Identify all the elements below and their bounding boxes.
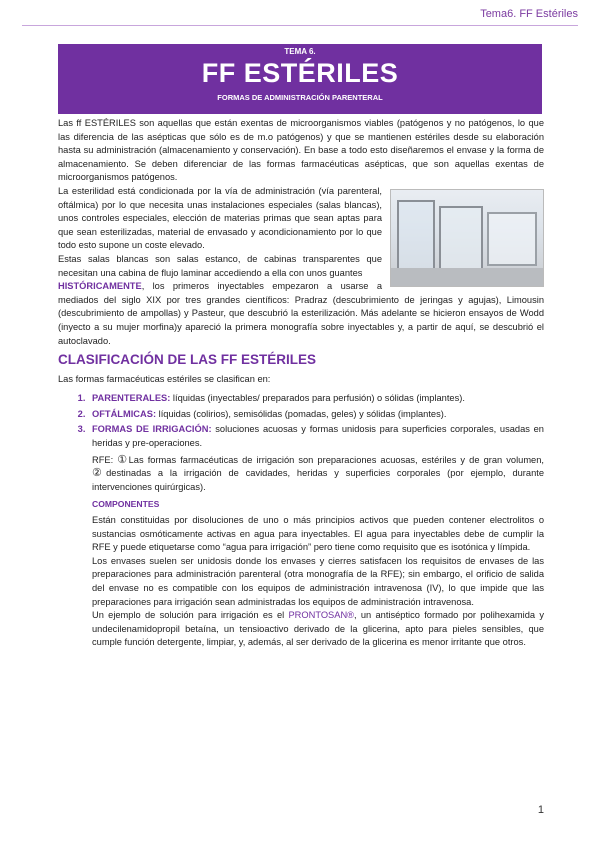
- header-divider: [22, 25, 578, 26]
- intro-paragraph-3: Estas salas blancas son salas estanco, de cabinas transparentes que necesitan una cabina de flujo laminar accediendo a ella con unos guantes: [58, 253, 382, 278]
- rfe-label: RFE:: [92, 454, 118, 465]
- running-header: Tema6. FF Estériles: [480, 8, 578, 20]
- rfe-text-2: destinadas a la irrigación de cavidades, heridas y superficies corporales (por ejemplo, durante intervenciones quirúrgicas).: [92, 468, 544, 492]
- page-title: FF ESTÉRILES: [201, 58, 399, 88]
- clean-room-photo: [390, 189, 544, 287]
- historic-text: , los primeros inyectables empezaron a usarse a mediados del siglo XIX por tres grandes científicos: Pradraz (descubrimiento de jeringas y agujas), Limousin (descubrimiento de ampollas) y Pasteur, que descubrió la esterilización. Más adelante se hicieron ensayos de Wodd (inyecto a su mujer morfina)y apareció la primera monografía sobre inyectables y, a partir de aquí, se descubrió el autoclavado.: [58, 281, 544, 346]
- classification-lead: Las formas farmacéuticas estériles se clasifican en:: [58, 373, 271, 384]
- item-title: OFTÁLMICAS:: [92, 408, 157, 419]
- historic-label: HISTÓRICAMENTE: [58, 281, 142, 292]
- item-text: líquidas (inyectables/ preparados para perfusión) o sólidas (implantes).: [170, 393, 465, 404]
- historic-paragraph: [58, 280, 544, 348]
- example-text-b: , un antiséptico formado por polihexamida y undecilenamidopropil betaína, un tensioactivo derivado de la glicerina, apto para pieles sensibles, que cumple función detergente, limpiar, y, además, al ser derivado de la glicerina es menor irritante que otros.: [92, 610, 545, 648]
- item-title: FORMAS DE IRRIGACIÓN:: [92, 424, 212, 435]
- circled-number-1: ①: [117, 453, 129, 466]
- list-item: [88, 408, 544, 422]
- components-paragraph-2: Los envases suelen ser unidosis donde los envases y cierres satisfacen los requisitos de envases de las preparaciones para administración parenteral (otra monografía de la RFE); sin embargo, el orificio de salida del envase no es compatible con los equipos de administración intravenosa (IV), lo que impide que las preparaciones para irrigación sean administradas los equipos de administración intravenosa.: [92, 555, 544, 607]
- rfe-text-1: Las formas farmacéuticas de irrigación son preparaciones acuosas, estériles y de gran volumen,: [128, 454, 544, 465]
- item-title: PARENTERALES:: [92, 393, 171, 404]
- irrigation-details: [92, 454, 544, 650]
- photo-floor: [391, 268, 543, 286]
- rfe-definition: [92, 454, 544, 495]
- photo-cabin-panel: [439, 206, 483, 272]
- item-text: soluciones acuosas y formas unidosis para superficies corporales, usadas en heridas y pre-operaciones.: [92, 424, 544, 449]
- list-item: [88, 423, 544, 450]
- circled-number-2: ②: [92, 467, 107, 480]
- list-item: [88, 392, 544, 406]
- brand-name: PRONTOSAN®: [288, 610, 355, 621]
- topic-number: TEMA 6.: [284, 47, 316, 56]
- components-heading: COMPONENTES: [92, 499, 160, 510]
- document-body: [58, 117, 544, 650]
- title-banner: [58, 44, 542, 114]
- photo-cabin-panel: [397, 200, 435, 278]
- page-number: 1: [537, 804, 544, 816]
- components-paragraph-1: Están constituidas por disoluciones de uno o más principios activos que pueden contener electrolitos o sustancias osmóticamente activas en agua para inyectables. El agua para inyectables debe de cumplir la RFE y puede etiquetarse como “agua para irrigación” pero tiene como requisito que es isotónica y límpida.: [92, 515, 544, 553]
- classification-list: [58, 392, 544, 450]
- intro-paragraph-2: La esterilidad está condicionada por la vía de administración (vía parenteral, oftálmica) por lo que necesita unas instalaciones especiales (salas blancas), unos controles especiales, elección de materias primas que sean aptas para que sean esterilizadas, material de envasado y acondicionamiento por lo que todo esto supone un coste elevado.: [58, 185, 382, 251]
- intro-paragraph-1: Las ff ESTÉRILES son aquellas que están exentas de microorganismos viables (patógenos y no patógenos, lo que las diferencia de las asépticas que sólo es de m.o patógenos) y que se mantienen estériles desde su elaboración hasta su administración (almacenamiento y conservación). En base a todo esto diseñaremos el envase y la forma de almacenamiento. Se deben diferenciar de las formas farmacéuticas asépticas, que son aquellas exentas de microorganismos patógenos.: [58, 118, 544, 183]
- section-heading: CLASIFICACIÓN DE LAS FF ESTÉRILES: [58, 352, 317, 368]
- photo-cabin-panel: [487, 212, 537, 266]
- example-text-a: Un ejemplo de solución para irrigación es el: [92, 610, 289, 621]
- item-text: líquidas (colirios), semisólidas (pomadas, geles) y sólidas (implantes).: [156, 408, 447, 419]
- components-paragraph-3: [92, 609, 544, 650]
- page-subtitle: FORMAS DE ADMINISTRACIÓN PARENTERAL: [217, 93, 383, 102]
